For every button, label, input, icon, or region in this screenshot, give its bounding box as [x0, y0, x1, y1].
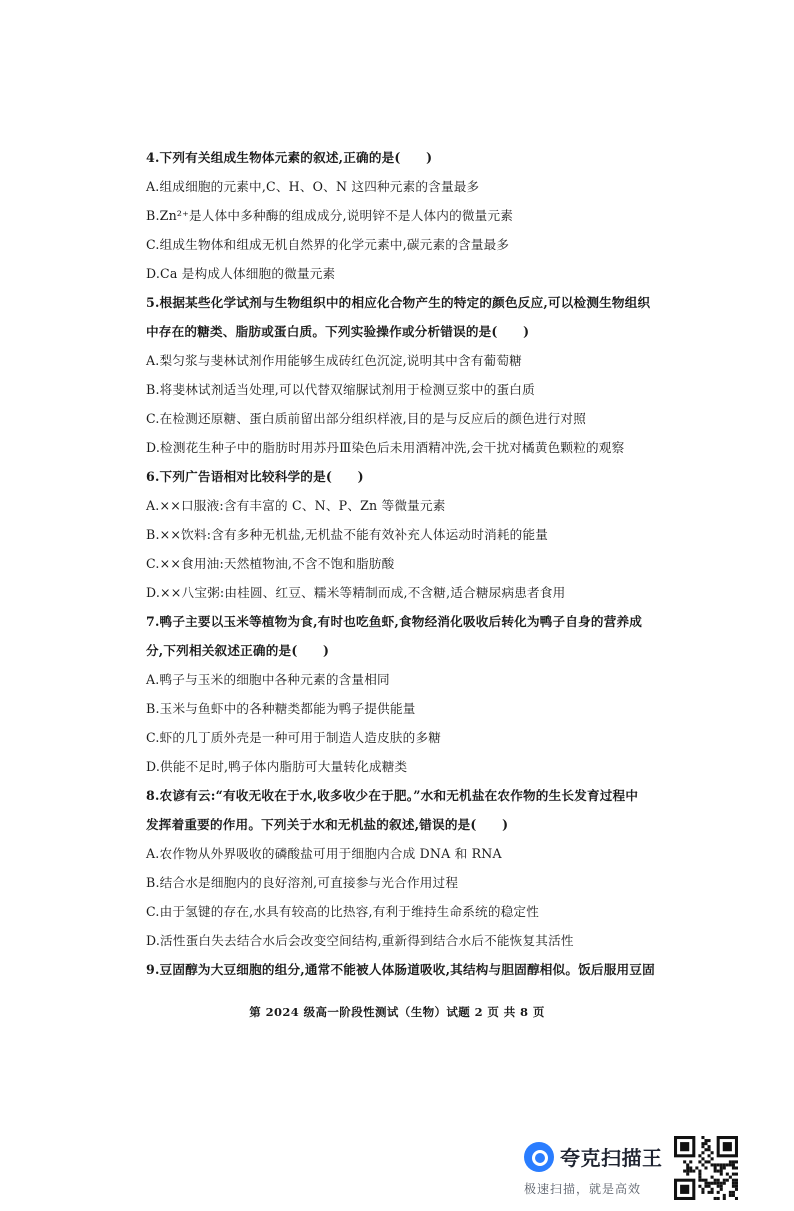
question-stem: 中存在的糖类、脂肪或蛋白质。下列实验操作或分析错误的是( ) — [146, 324, 530, 339]
answer-option: C.虾的几丁质外壳是一种可用于制造人造皮肤的多糖 — [146, 730, 442, 745]
question-stem: 分,下列相关叙述正确的是( ) — [146, 643, 330, 658]
question-stem: 8.农谚有云:“有收无收在于水,收多收少在于肥。”水和无机盐在农作物的生长发育过程中 — [146, 788, 639, 803]
answer-option: A.鸭子与玉米的细胞中各种元素的含量相同 — [146, 672, 390, 687]
qr-code-icon — [674, 1136, 738, 1200]
answer-option: D.Ca 是构成人体细胞的微量元素 — [146, 266, 336, 281]
page-footer: 第 2024 级高一阶段性测试（生物）试题 2 页 共 8 页 — [249, 1005, 545, 1019]
answer-option: D.××八宝粥:由桂圆、红豆、糯米等精制而成,不含糖,适合糖尿病患者食用 — [146, 585, 566, 600]
answer-option: D.检测花生种子中的脂肪时用苏丹Ⅲ染色后未用酒精冲洗,会干扰对橘黄色颗粒的观察 — [146, 440, 625, 455]
answer-option: C.由于氢键的存在,水具有较高的比热容,有利于维持生命系统的稳定性 — [146, 904, 540, 919]
answer-option: A.梨匀浆与斐林试剂作用能够生成砖红色沉淀,说明其中含有葡萄糖 — [146, 353, 522, 368]
answer-option: C.××食用油:天然植物油,不含不饱和脂肪酸 — [146, 556, 395, 571]
answer-option: B.将斐林试剂适当处理,可以代替双缩脲试剂用于检测豆浆中的蛋白质 — [146, 382, 535, 397]
answer-option: C.在检测还原糖、蛋白质前留出部分组织样液,目的是与反应后的颜色进行对照 — [146, 411, 586, 426]
watermark-title: 夸克扫描王 — [560, 1146, 663, 1170]
question-stem: 5.根据某些化学试剂与生物组织中的相应化合物产生的特定的颜色反应,可以检测生物组织 — [146, 295, 651, 310]
answer-option: A.农作物从外界吸收的磷酸盐可用于细胞内合成 DNA 和 RNA — [146, 846, 502, 861]
answer-option: B.结合水是细胞内的良好溶剂,可直接参与光合作用过程 — [146, 875, 459, 890]
answer-option: A.组成细胞的元素中,C、H、O、N 这四种元素的含量最多 — [146, 179, 480, 194]
question-stem: 4.下列有关组成生物体元素的叙述,正确的是( ) — [146, 150, 433, 165]
question-stem: 9.豆固醇为大豆细胞的组分,通常不能被人体肠道吸收,其结构与胆固醇相似。饭后服用豆固 — [146, 962, 655, 977]
question-stem: 6.下列广告语相对比较科学的是( ) — [146, 469, 364, 484]
scanner-watermark — [520, 1134, 740, 1204]
answer-option: C.组成生物体和组成无机自然界的化学元素中,碳元素的含量最多 — [146, 237, 510, 252]
question-stem: 7.鸭子主要以玉米等植物为食,有时也吃鱼虾,食物经消化吸收后转化为鸭子自身的营养成 — [146, 614, 643, 629]
answer-option: D.活性蛋白失去结合水后会改变空间结构,重新得到结合水后不能恢复其活性 — [146, 933, 574, 948]
answer-option: B.××饮料:含有多种无机盐,无机盐不能有效补充人体运动时消耗的能量 — [146, 527, 549, 542]
question-stem: 发挥着重要的作用。下列关于水和无机盐的叙述,错误的是( ) — [146, 817, 509, 832]
watermark-slogan: 极速扫描，就是高效 — [524, 1182, 642, 1196]
answer-option: B.Zn²⁺是人体中多种酶的组成成分,说明锌不是人体内的微量元素 — [146, 208, 514, 223]
answer-option: A.××口服液:含有丰富的 C、N、P、Zn 等微量元素 — [146, 498, 446, 513]
answer-option: B.玉米与鱼虾中的各种糖类都能为鸭子提供能量 — [146, 701, 416, 716]
scanner-logo-icon — [524, 1142, 554, 1172]
answer-option: D.供能不足时,鸭子体内脂肪可大量转化成糖类 — [146, 759, 408, 774]
